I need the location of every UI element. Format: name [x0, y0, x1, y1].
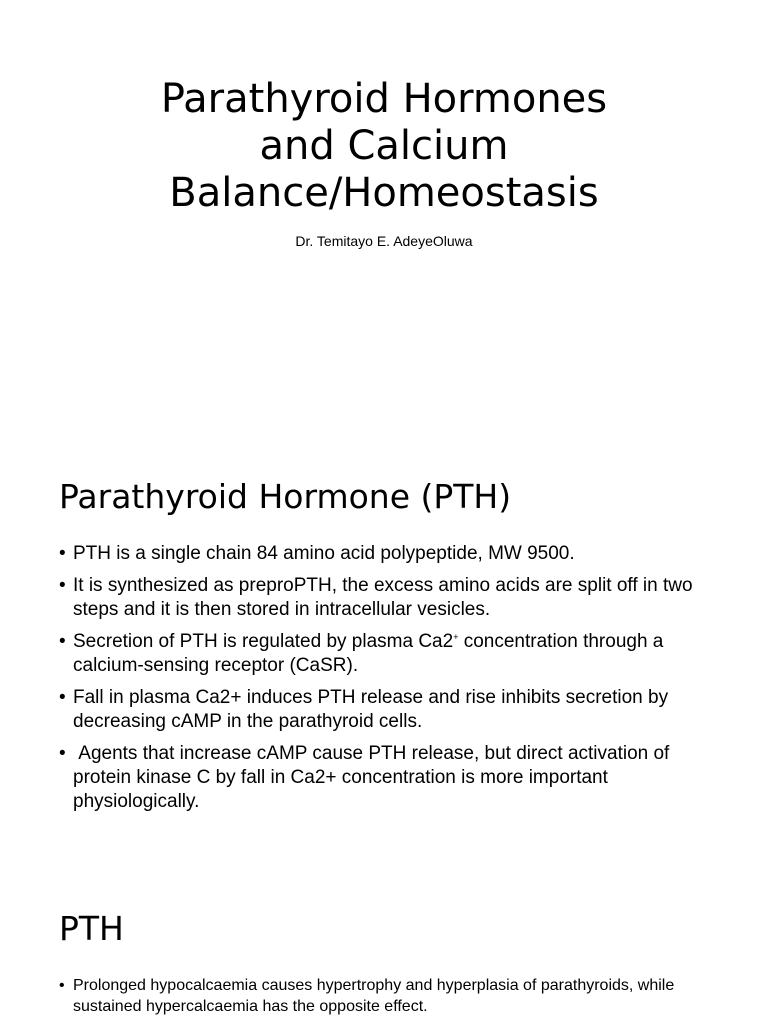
bullet-text	[73, 631, 663, 676]
bullet-list	[59, 542, 719, 822]
bullet-item	[59, 742, 719, 814]
bullet-text: Fall in plasma Ca2+ induces PTH release and rise inhibits secretion by decreasing cAMP in the parathyroid cells.	[73, 687, 669, 732]
bullet-icon: •	[59, 977, 65, 994]
presentation-title	[60, 76, 708, 217]
content-slide-pth-overview	[0, 432, 768, 864]
bullet-item	[59, 542, 719, 566]
slide-heading: Parathyroid Hormone (PTH)	[59, 477, 512, 516]
superscript-charge: +	[453, 632, 459, 642]
bullet-text: Agents that increase cAMP cause PTH release, but direct activation of protein kinase C by fall in Ca2+ concentration is more important physiologically.	[73, 743, 675, 812]
bullet-text-part: concentration through a calcium-sensing receptor (CaSR).	[73, 631, 664, 676]
bullet-icon: •	[59, 743, 66, 764]
title-line: and Calcium	[259, 123, 509, 169]
bullet-item	[59, 686, 719, 734]
title-line: Parathyroid Hormones	[160, 76, 608, 122]
bullet-item	[59, 975, 719, 1017]
bullet-icon: •	[59, 687, 66, 708]
bullet-item	[59, 574, 719, 622]
bullet-item	[59, 630, 719, 678]
bullet-text: PTH is a single chain 84 amino acid polypeptide, MW 9500.	[73, 543, 575, 564]
title-slide	[0, 0, 768, 432]
bullet-list	[59, 975, 719, 1025]
slide-heading: PTH	[59, 909, 124, 948]
bullet-text: It is synthesized as preproPTH, the excess amino acids are split off in two steps and it is then stored in intracellular vesicles.	[73, 575, 693, 620]
author-subtitle: Dr. Temitayo E. AdeyeOluwa	[295, 233, 473, 249]
bullet-icon: •	[59, 543, 66, 564]
bullet-icon: •	[59, 575, 66, 596]
bullet-text-part: Secretion of PTH is regulated by plasma Ca2	[73, 631, 454, 652]
content-slide-pth	[0, 864, 768, 1024]
title-line: Balance/Homeostasis	[169, 170, 599, 216]
bullet-icon: •	[59, 631, 66, 652]
bullet-text: Prolonged hypocalcaemia causes hypertrophy and hyperplasia of parathyroids, while sustained hypercalcaemia has the opposite effect.	[73, 977, 675, 1015]
